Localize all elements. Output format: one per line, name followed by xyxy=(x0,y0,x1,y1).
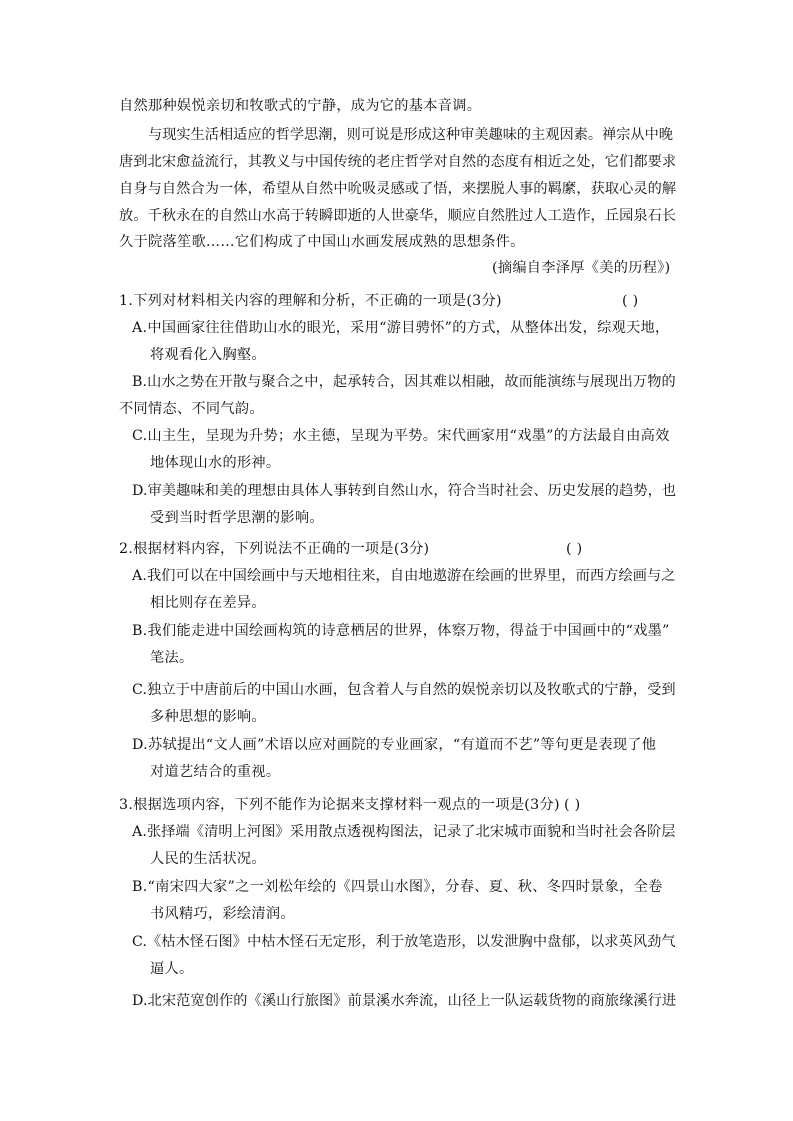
question-3-option-a: A.张择端《清明上河图》采用散点透视构图法，记录了北宋城市面貌和当时社会各阶层 xyxy=(132,824,676,840)
question-1-option-a: 将观看化入胸壑。 xyxy=(150,347,266,363)
question-1-option-c: 地体现山水的形神。 xyxy=(150,455,281,471)
passage-line: 久于院落笙歌……它们构成了中国山水画发展成熟的思想条件。 xyxy=(119,234,525,250)
question-2-option-b: B.我们能走进中国绘画构筑的诗意栖居的世界，体察万物，得益于中国画中的“戏墨” xyxy=(132,623,670,639)
question-1-option-a: A.中国画家往往借助山水的眼光，采用“游目骋怀”的方式，从整体出发，综观天地， xyxy=(132,320,670,336)
question-2-option-a: 相比则存在差异。 xyxy=(150,595,266,611)
question-2-option-c: C.独立于中唐前后的中国山水画，包含着人与自然的娱悦亲切以及牧歌式的宁静，受到 xyxy=(132,682,676,698)
passage-line: 自身与自然合为一体，希望从自然中吮吸灵感或了悟，来摆脱人事的羁縻，获取心灵的解 xyxy=(119,181,677,197)
question-2-answer-paren: ( ) xyxy=(566,541,583,557)
question-1-option-c: C.山主生，呈现为升势；水主德，呈现为平势。宋代画家用“戏墨”的方法最自由高效 xyxy=(132,428,670,444)
question-2-option-d: 对道艺结合的重视。 xyxy=(150,764,281,780)
question-1-option-b: 不同情态、不同气韵。 xyxy=(119,401,264,417)
question-3-option-c: C.《枯木怪石图》中枯木怪石无定形，利于放笔造形，以发泄胸中盘郁，以求英风劲气 xyxy=(132,934,676,950)
question-2-option-c: 多种思想的影响。 xyxy=(150,709,266,725)
passage-source: (摘编自李泽厚《美的历程》) xyxy=(492,260,671,276)
passage-line: 自然那种娱悦亲切和牧歌式的宁静，成为它的基本音调。 xyxy=(119,98,482,114)
question-2-option-d: D.苏轼提出“文人画”术语以应对画院的专业画家，“有道而不艺”等句更是表现了他 xyxy=(132,737,657,753)
question-2-stem: 2.根据材料内容，下列说法不正确的一项是(3分) xyxy=(119,541,430,557)
question-1-stem: 1.下列对材料相关内容的理解和分析，不正确的一项是(3分) xyxy=(119,293,502,309)
question-3-option-d: D.北宋范宽创作的《溪山行旅图》前景溪水奔流，山径上一队运载货物的商旅缘溪行进 xyxy=(132,993,677,1009)
question-3-option-b: B.“南宋四大家”之一刘松年绘的《四景山水图》，分春、夏、秋、冬四时景象，全卷 xyxy=(132,879,663,895)
question-2-option-a: A.我们可以在中国绘画中与天地相往来，自由地遨游在绘画的世界里，而西方绘画与之 xyxy=(132,568,676,584)
question-1-answer-paren: ( ) xyxy=(622,293,639,309)
question-1-option-b: B.山水之势在开散与聚合之中，起承转合，因其难以相融，故而能演练与展现出万物的 xyxy=(132,374,676,390)
question-1-option-d: D.审美趣味和美的理想由具体人事转到自然山水，符合当时社会、历史发展的趋势，也 xyxy=(132,483,677,499)
passage-line: 唐到北宋愈益流行，其教义与中国传统的老庄哲学对自然的态度有相近之处，它们都要求 xyxy=(119,154,677,170)
question-3-option-b: 书风精巧，彩绘清润。 xyxy=(150,906,295,922)
question-3-stem: 3.根据选项内容，下列不能作为论据来支撑材料一观点的一项是(3分) xyxy=(119,797,560,813)
question-3-answer-paren: ( ) xyxy=(564,797,581,813)
question-1-option-d: 受到当时哲学思潮的影响。 xyxy=(150,510,324,526)
passage-line: 与现实生活相适应的哲学思潮，则可说是形成这种审美趣味的主观因素。禅宗从中晚 xyxy=(148,127,673,143)
passage-line: 放。千秋永在的自然山水高于转瞬即逝的人世豪华，顺应自然胜过人工造作，丘园泉石长 xyxy=(119,208,677,224)
question-2-option-b: 笔法。 xyxy=(150,650,194,666)
question-3-option-c: 逼人。 xyxy=(150,961,194,977)
question-3-option-a: 人民的生活状况。 xyxy=(150,851,266,867)
